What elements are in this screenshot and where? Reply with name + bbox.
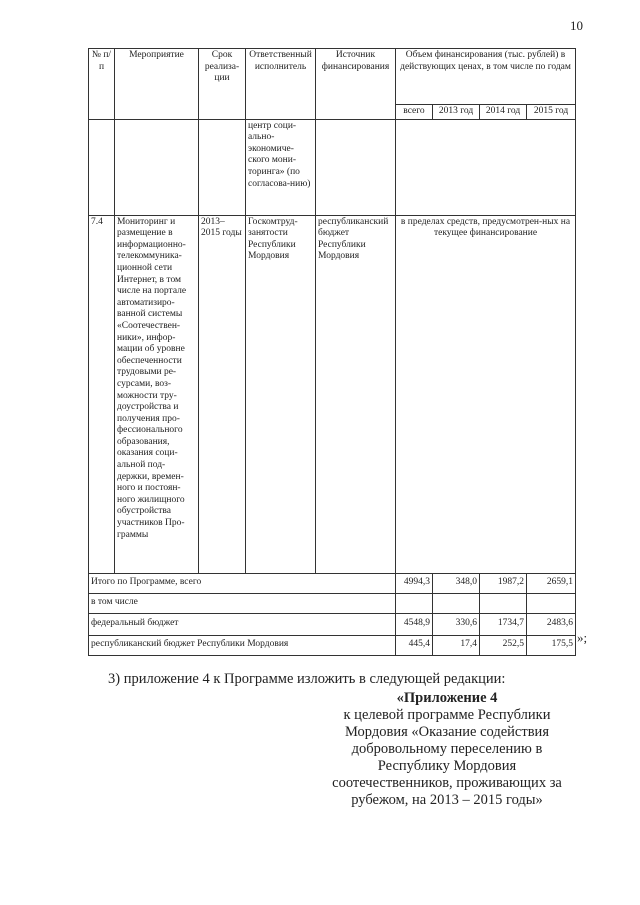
table-row-continuation: [89, 119, 576, 215]
summary-2013: [433, 593, 480, 613]
row-financing: в пределах средств, предусмотрен-ных на текущее финансирование: [396, 215, 576, 573]
summary-total: 4548,9: [396, 613, 433, 635]
header-row: [89, 49, 576, 105]
executor-cell: центр соци-ально-экономиче-ского мони-торинга» (по согласова-нию): [246, 119, 316, 215]
header-term: Срок реализа-ции: [199, 49, 246, 120]
summary-2015: 2483,6: [527, 613, 576, 635]
summary-2013: 330,6: [433, 613, 480, 635]
summary-2014: 252,5: [480, 635, 527, 655]
summary-2015: [527, 593, 576, 613]
header-total: всего: [396, 105, 433, 120]
row-event: Мониторинг и размещение в информационно-телекоммуника-ционной сети Интернет, в том числе на портале автоматизиро-ванной системы «Соотечествен-ники», инфор-мации об уровне обеспеченности трудовыми ре-сурсами, воз-можности тру-доустройства и получения про-фессионального образования, оказания соци-альной под-держки, времен-ного и постоян-ного жилищного обустройства участников Про-граммы: [115, 215, 199, 573]
summary-2014: [480, 593, 527, 613]
summary-label: республиканский бюджет Республики Мордовия: [89, 635, 396, 655]
item-3-text: 3) приложение 4 к Программе изложить в следующей редакции:: [108, 671, 506, 687]
table-row-7-4: [89, 215, 576, 573]
header-event: Мероприятие: [115, 49, 199, 120]
appendix-heading: [322, 690, 572, 809]
summary-total: [396, 593, 433, 613]
header-num: № п/п: [89, 49, 115, 120]
summary-2014: 1987,2: [480, 573, 527, 593]
summary-2015: 2659,1: [527, 573, 576, 593]
summary-total: 445,4: [396, 635, 433, 655]
page-number: 10: [570, 18, 583, 33]
summary-2013: 348,0: [433, 573, 480, 593]
appendix-body: к целевой программе Республики Мордовия «Оказание содействия добровольному переселению в Республику Мордовия соотечественников, проживающих за рубежом, на 2013 – 2015 годы»: [332, 707, 562, 808]
header-2014: 2014 год: [480, 105, 527, 120]
summary-2013: 17,4: [433, 635, 480, 655]
header-2015: 2015 год: [527, 105, 576, 120]
summary-2015: 175,5: [527, 635, 576, 655]
row-source: республиканский бюджет Республики Мордовия: [316, 215, 396, 573]
summary-row-total: [89, 573, 576, 593]
summary-row-federal: [89, 613, 576, 635]
appendix-title: «Приложение 4: [396, 690, 498, 706]
header-2013: 2013 год: [433, 105, 480, 120]
header-source: Источник финансирования: [316, 49, 396, 120]
row-executor: Госкомтруд-занятости Республики Мордовия: [246, 215, 316, 573]
row-term: 2013–2015 годы: [199, 215, 246, 573]
summary-label: в том числе: [89, 593, 396, 613]
summary-2014: 1734,7: [480, 613, 527, 635]
summary-label: Итого по Программе, всего: [89, 573, 396, 593]
financing-table: [88, 48, 576, 656]
closing-quote: »;: [577, 630, 588, 645]
summary-label: федеральный бюджет: [89, 613, 396, 635]
header-executor: Ответственный исполнитель: [246, 49, 316, 120]
summary-total: 4994,3: [396, 573, 433, 593]
row-num: 7.4: [89, 215, 115, 573]
summary-row-including: [89, 593, 576, 613]
summary-row-republic: [89, 635, 576, 655]
header-volume: Объем финансирования (тыс. рублей) в действующих ценах, в том числе по годам: [396, 49, 576, 105]
